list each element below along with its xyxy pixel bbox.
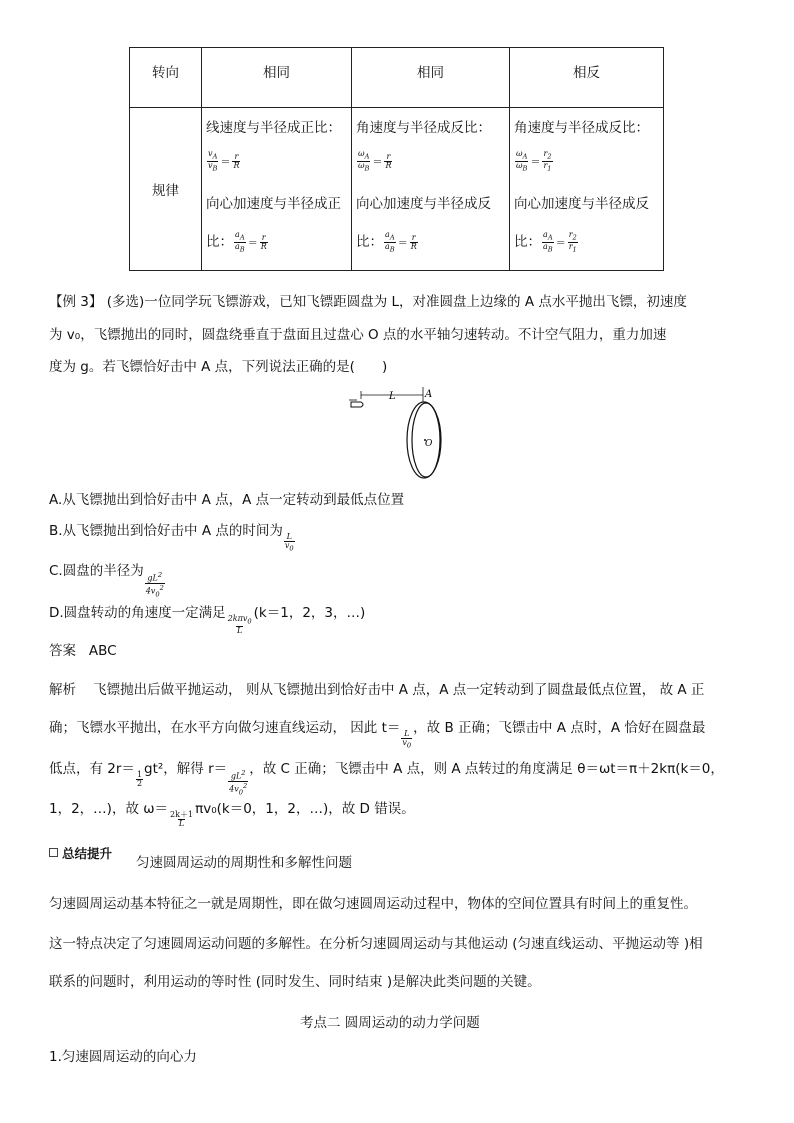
- analysis-line-3: 低点，有 2r＝ $\frac{1}{2}$ gt²，解得 r＝ $\frac{gL^2}{4v_0^2}$ ，故 C 正确；飞镖击中 A 点，则 A 点转过的角度满足 θ＝ωt＝π＋2kπ(k＝0，: [49, 761, 724, 797]
- option-d: D.圆盘转动的角速度一定满足 $\frac{2k\pi v_0}{L}$ (k＝1，2，3，…): [49, 605, 366, 635]
- analysis-line-1: 解析 飞镖抛出后做平抛运动， 则从飞镖抛出到恰好击中 A 点，A 点一定转动到了圆盘最低点位置， 故 A 正: [49, 682, 705, 698]
- option-b: B.从飞镖抛出到恰好击中 A 点的时间为 $\frac{L}{v_0}$: [49, 523, 294, 553]
- option-c: C.圆盘的半径为 $\frac{gL^2}{4v_0^2}$: [49, 563, 164, 599]
- example-line-3: 度为 g。若飞镖恰好击中 A 点，下列说法正确的是( ): [49, 359, 388, 375]
- label-L: L: [389, 391, 396, 402]
- analysis-line-4: 1，2，…)，故 ω＝ $\frac{2k+1}{L}$ πv₀(k＝0，1，2，…)，故 D 错误。: [49, 801, 415, 828]
- summary-title: 匀速圆周运动的周期性和多解性问题: [136, 855, 352, 871]
- analysis-line-2: 确；飞镖水平抛出，在水平方向做匀速直线运动， 因此 t＝ $\frac{L}{v_0}$ ，故 B 正确；飞镖击中 A 点时，A 恰好在圆盘最: [49, 720, 706, 750]
- square-icon: [49, 848, 58, 857]
- summary-badge: 总结提升: [49, 844, 112, 862]
- summary-paragraph-3: 联系的问题时，利用运动的等时性 (同时发生、同时结束 )是解决此类问题的关键。: [49, 974, 541, 990]
- rule-cell-1: 线速度与半径成正比： $\frac{v_A}{v_B}$ ＝ $\frac{r}{R}$ 向心加速度与半径成正 比： $\frac{a_A}{a_B}$ ＝ $\frac{r}{R}$: [202, 108, 352, 271]
- header-col2: 相同: [352, 48, 510, 108]
- row-label-rule: 规律: [130, 108, 202, 271]
- formula-omega-r2-r1: $\frac{\omega_A}{\omega_B}$ ＝ $\frac{r_2}{r_1}$: [516, 149, 552, 173]
- dart-icon: [351, 402, 363, 407]
- example-line-2: 为 v₀，飞镖抛出的同时，圆盘绕垂直于盘面且过盘心 O 点的水平轴匀速转动。不计空气阻力，重力加速: [49, 327, 667, 343]
- comparison-table: [129, 47, 664, 271]
- section-title: 考点二 圆周运动的动力学问题: [300, 1015, 480, 1031]
- formula-vA-vB: $\frac{v_A}{v_B}$ ＝ $\frac{r}{R}$: [208, 149, 240, 173]
- formula-omegaA-omegaB: $\frac{\omega_A}{\omega_B}$ ＝ $\frac{r}{R}$: [358, 149, 392, 173]
- header-col1: 相同: [202, 48, 352, 108]
- header-direction: 转向: [130, 48, 202, 108]
- rule-cell-2: 角速度与半径成反比： $\frac{\omega_A}{\omega_B}$ ＝ $\frac{r}{R}$ 向心加速度与半径成反 比： $\frac{a_A}{a_B}$ ＝ $\frac{r}{R}$: [352, 108, 510, 271]
- dart-disk-figure: [345, 382, 455, 482]
- label-A: A: [425, 389, 433, 400]
- section-item-1: 1.匀速圆周运动的向心力: [49, 1049, 197, 1065]
- answer: 答案 ABC: [49, 643, 117, 659]
- option-a: A.从飞镖抛出到恰好击中 A 点，A 点一定转动到最低点位置: [49, 492, 405, 508]
- label-O: O: [425, 439, 433, 449]
- rule-cell-3: 角速度与半径成反比： $\frac{\omega_A}{\omega_B}$ ＝ $\frac{r_2}{r_1}$ 向心加速度与半径成反 比： $\frac{a_A}{a_B}$ ＝ $\frac{r_2}{r_1}$: [510, 108, 664, 271]
- summary-paragraph-2: 这一特点决定了匀速圆周运动问题的多解性。在分析匀速圆周运动与其他运动 (匀速直线运动、平抛运动等 )相: [49, 936, 703, 952]
- example-line-1: 【例 3】 (多选)一位同学玩飞镖游戏，已知飞镖距圆盘为 L，对准圆盘上边缘的 A 点水平抛出飞镖，初速度: [49, 294, 687, 310]
- summary-paragraph-1: 匀速圆周运动基本特征之一就是周期性，即在做匀速圆周运动过程中，物体的空间位置具有时间上的重复性。: [49, 896, 697, 912]
- header-col3: 相反: [510, 48, 664, 108]
